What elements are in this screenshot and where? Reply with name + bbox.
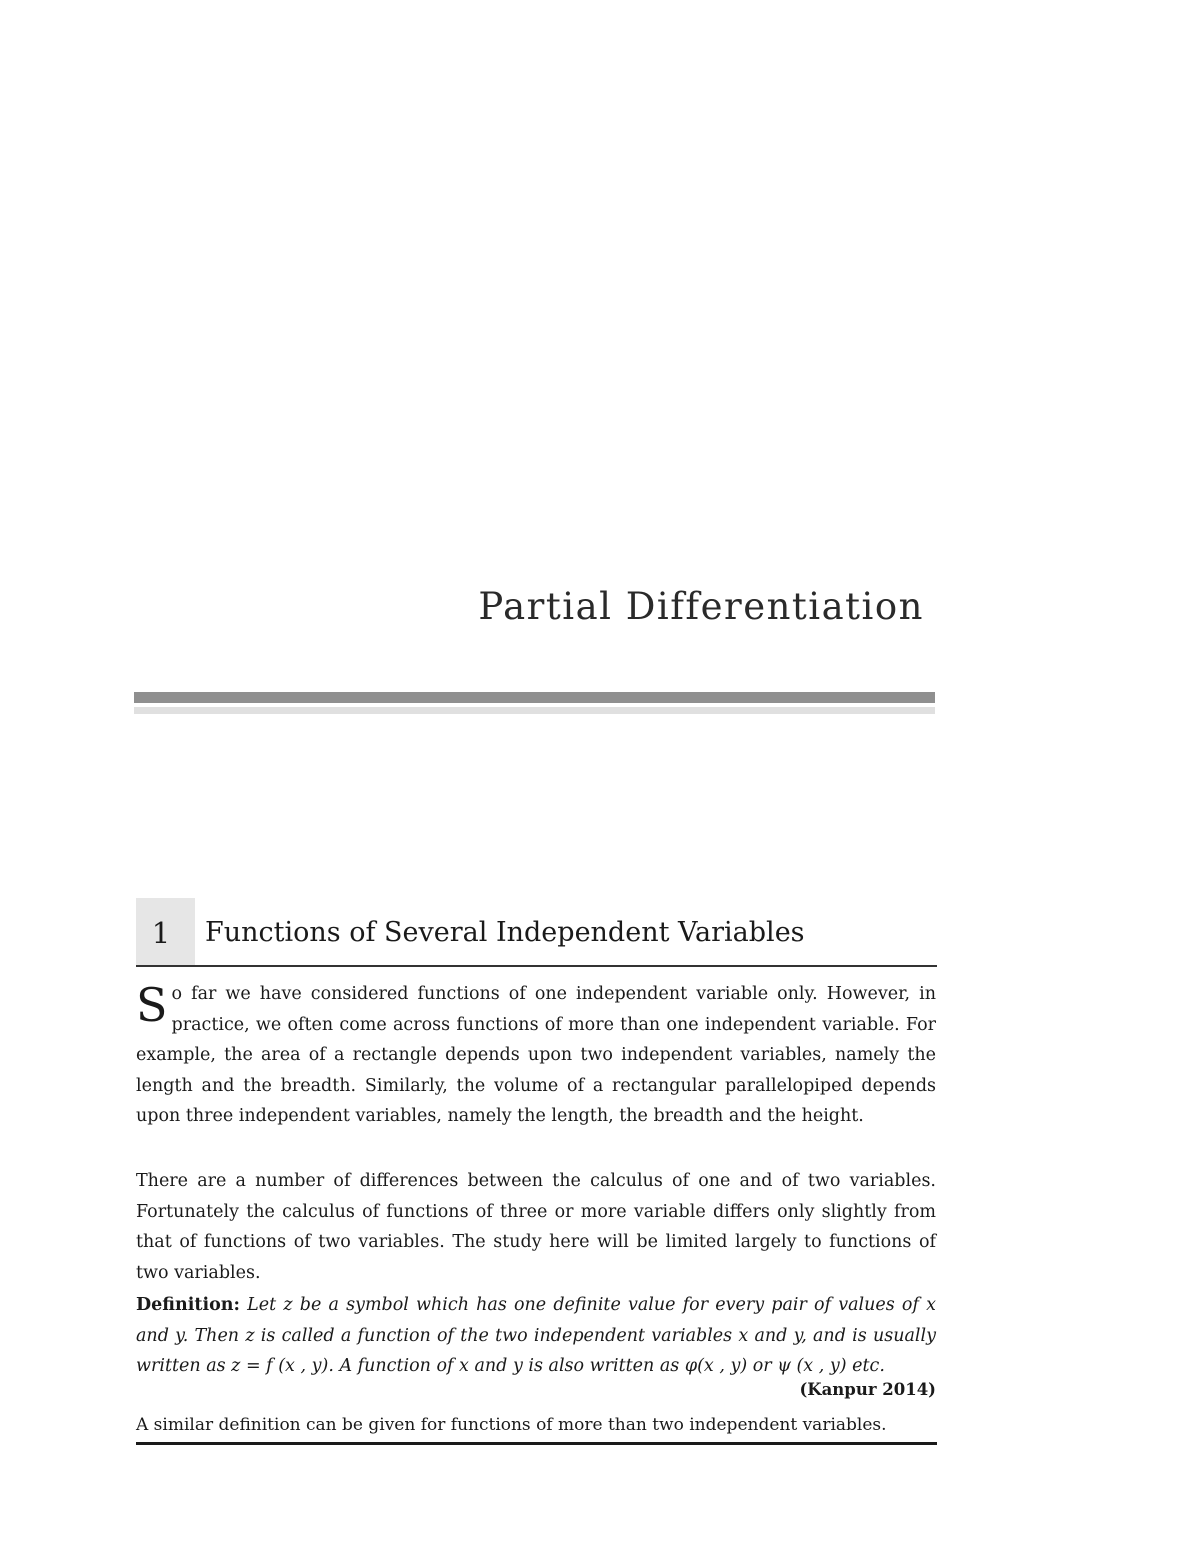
intro-paragraph-text: o far we have considered functions of one independent variable only. However, in practice, we often come across functions of more than one independent variable. For example, the area of a rectangle depends upon two independent variables, namely the length and the breadth. Similarly, the volume of a rectangular parallelopiped depends upon three independent variables, namely the length, the breadth and the height. xyxy=(136,984,936,1126)
closing-rule xyxy=(136,1442,937,1445)
definition-body: Let z be a symbol which has one definite value for every pair of values of x and y. Then z is called a function of the two independent variables x and y, and is usually written as z = f (x , y). A function of x and y is also written as φ(x , y) or ψ (x , y) etc. xyxy=(136,1295,936,1376)
definition-label: Definition: xyxy=(136,1295,240,1315)
differences-paragraph: There are a number of differences between the calculus of one and of two variables. Fortunately the calculus of functions of three or more variable differs only slightly from that of functions of two variables. The study here will be limited largely to functions of two variables. xyxy=(136,1171,936,1283)
definition-source: (Kanpur 2014) xyxy=(799,1380,936,1399)
closing-paragraph: A similar definition can be given for functions of more than two independent variables. xyxy=(136,1415,887,1435)
chapter-rule-light xyxy=(134,707,935,714)
section-title: Functions of Several Independent Variables xyxy=(205,917,805,948)
drop-cap: S xyxy=(136,978,168,1032)
definition-paragraph xyxy=(136,1290,936,1382)
section-rule xyxy=(136,965,937,967)
section-number: 1 xyxy=(151,916,171,950)
chapter-rule-dark xyxy=(134,692,935,703)
intro-paragraph xyxy=(136,979,936,1132)
chapter-title: Partial Differentiation xyxy=(478,585,924,628)
